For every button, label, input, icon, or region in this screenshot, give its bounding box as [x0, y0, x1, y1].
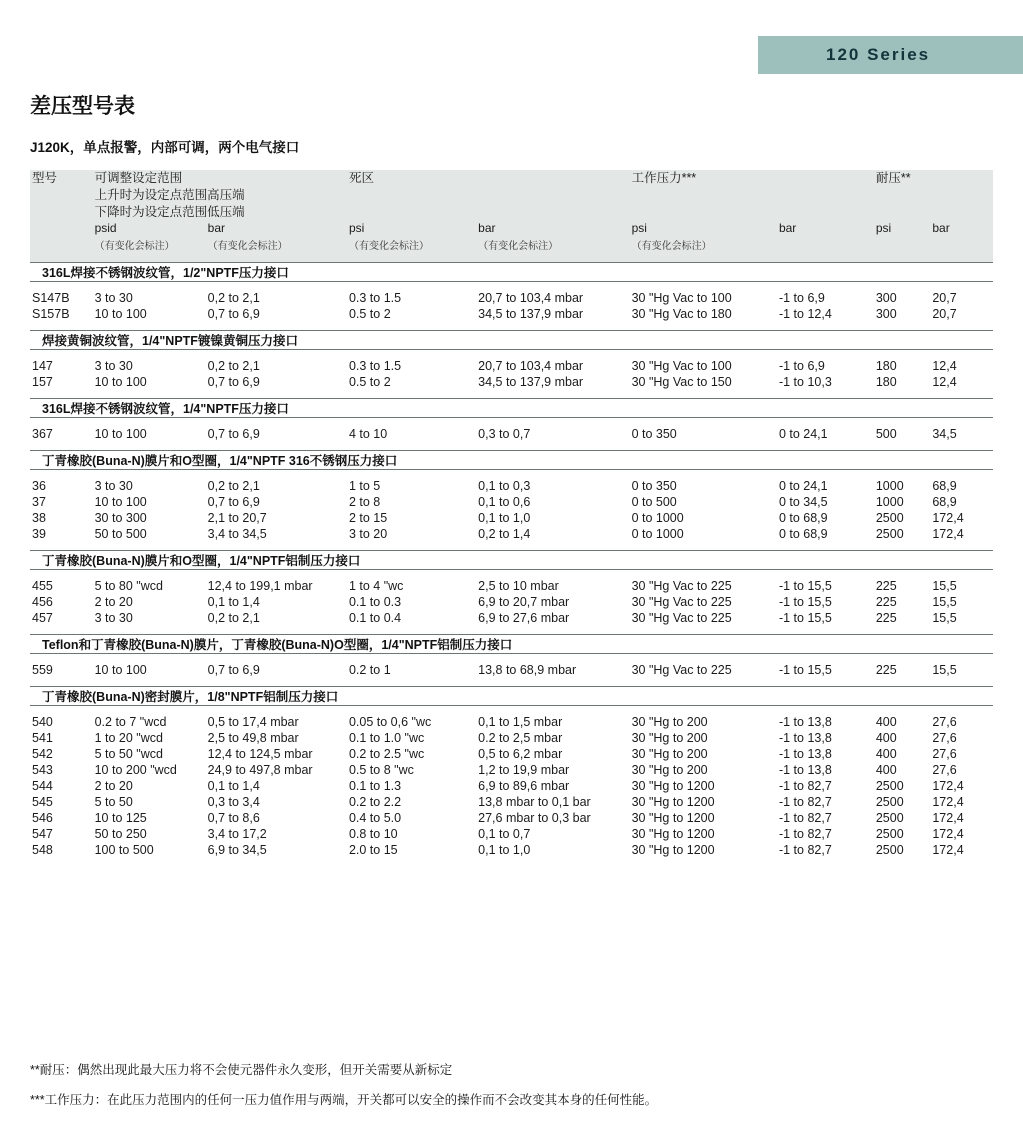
cell-bar3: -1 to 13,8 [778, 763, 832, 777]
cell-psi4: 2500 [875, 511, 904, 525]
cell-bar2: 6,9 to 89,6 mbar [478, 779, 570, 793]
cell-psi4: 400 [875, 763, 897, 777]
cell-psi3: 0 to 350 [631, 427, 677, 441]
header-model: 型号 [32, 171, 58, 185]
table-group-header [30, 687, 993, 706]
cell-bar1: 0,7 to 6,9 [207, 663, 260, 677]
cell-bar2: 20,7 to 103,4 mbar [478, 291, 584, 305]
cell-psi3: 0 to 1000 [631, 527, 684, 541]
cell-bar3: -1 to 82,7 [778, 843, 832, 857]
cell-bar2: 34,5 to 137,9 mbar [478, 375, 584, 389]
cell-model: 36 [32, 479, 46, 493]
cell-model: 457 [32, 611, 53, 625]
table-header-row-main [30, 170, 993, 221]
cell-bar1: 0,2 to 2,1 [207, 359, 260, 373]
cell-psi4: 225 [875, 579, 897, 593]
cell-bar2: 1,2 to 19,9 mbar [478, 763, 570, 777]
cell-psi3: 30 "Hg Vac to 225 [631, 663, 732, 677]
cell-psi2: 0.5 to 8 "wc [348, 763, 414, 777]
cell-bar4: 172,4 [932, 843, 964, 857]
cell-model: 456 [32, 595, 53, 609]
cell-bar3: 0 to 24,1 [778, 427, 828, 441]
cell-bar1: 24,9 to 497,8 mbar [207, 763, 313, 777]
table-group-label: 316L焊接不锈钢波纹管，1/2"NPTF压力接口 [30, 263, 993, 282]
cell-psid: 5 to 50 [94, 795, 133, 809]
spacer-cell [876, 252, 933, 263]
cell-bar1: 12,4 to 199,1 mbar [207, 579, 313, 593]
table-group-header [30, 399, 993, 418]
cell-psi3: 30 "Hg Vac to 100 [631, 291, 732, 305]
cell-bar1: 2,1 to 20,7 [207, 511, 267, 525]
cell-bar1: 0,1 to 1,4 [207, 779, 260, 793]
cell-psi2: 0.3 to 1.5 [348, 359, 402, 373]
cell-model: 37 [32, 495, 46, 509]
unit-psi-deadband: psi （有变化会标注） [348, 221, 429, 252]
cell-psi4: 400 [875, 715, 897, 729]
cell-psi3: 30 "Hg to 200 [631, 763, 708, 777]
cell-psi3: 30 "Hg Vac to 100 [631, 359, 732, 373]
cell-psid: 10 to 100 [94, 663, 147, 677]
cell-psid: 3 to 30 [94, 291, 133, 305]
spacer-cell [779, 252, 876, 263]
header-deadband: 死区 [348, 171, 374, 185]
spacer-cell [349, 252, 478, 263]
cell-model: 541 [32, 731, 53, 745]
table-group-label: 丁青橡胶(Buna-N)膜片和O型圈，1/4"NPTF铝制压力接口 [30, 551, 993, 570]
cell-psid: 10 to 125 [94, 811, 147, 825]
cell-psi2: 1 to 4 "wc [348, 579, 404, 593]
page-subtitle: J120K，单点报警，内部可调，两个电气接口 [30, 140, 300, 155]
table-group-header [30, 551, 993, 570]
cell-model: 157 [32, 375, 53, 389]
cell-psi2: 2 to 15 [348, 511, 388, 525]
cell-psi2: 2.0 to 15 [348, 843, 398, 857]
cell-psi2: 0.2 to 2.5 "wc [348, 747, 425, 761]
header-setpoint-range: 可调整设定范围 上升时为设定点范围高压端 下降时为设定点范围低压端 [94, 171, 245, 219]
table-group-label: 焊接黄铜波纹管，1/4"NPTF镀镍黄铜压力接口 [30, 331, 993, 350]
cell-psi2: 3 to 20 [348, 527, 388, 541]
cell-bar1: 12,4 to 124,5 mbar [207, 747, 313, 761]
cell-psi2: 0.4 to 5.0 [348, 811, 402, 825]
table-row [30, 730, 993, 746]
cell-psid: 3 to 30 [94, 611, 133, 625]
unit-psi-proof: psi [875, 221, 892, 235]
cell-psi3: 30 "Hg to 1200 [631, 827, 715, 841]
cell-psi4: 300 [875, 291, 897, 305]
cell-bar2: 0,5 to 6,2 mbar [478, 747, 563, 761]
table-header-row-units [30, 221, 993, 252]
cell-bar2: 0,1 to 0,7 [478, 827, 531, 841]
cell-model: 559 [32, 663, 53, 677]
cell-bar2: 13,8 to 68,9 mbar [478, 663, 577, 677]
cell-bar2: 20,7 to 103,4 mbar [478, 359, 584, 373]
cell-model: 545 [32, 795, 53, 809]
cell-bar4: 27,6 [932, 731, 957, 745]
cell-bar1: 0,7 to 6,9 [207, 495, 260, 509]
table-row [30, 418, 993, 451]
cell-model: S157B [32, 307, 70, 321]
cell-psid: 30 to 300 [94, 511, 147, 525]
cell-psi2: 0.3 to 1.5 [348, 291, 402, 305]
cell-psi4: 180 [875, 375, 897, 389]
footnote-proof-pressure: **耐压：偶然出现此最大压力将不会使元器件永久变形，但开关需要从新标定 [30, 1063, 453, 1077]
cell-bar2: 6,9 to 20,7 mbar [478, 595, 570, 609]
cell-psi2: 0.1 to 1.3 [348, 779, 402, 793]
cell-bar4: 12,4 [932, 359, 957, 373]
table-group-header [30, 263, 993, 282]
cell-bar3: -1 to 15,5 [778, 611, 832, 625]
cell-bar1: 6,9 to 34,5 [207, 843, 267, 857]
spacer-cell [30, 252, 95, 263]
cell-psi4: 2500 [875, 795, 904, 809]
table-row [30, 810, 993, 826]
table-row [30, 654, 993, 687]
cell-psi2: 0.5 to 2 [348, 375, 391, 389]
cell-psi3: 30 "Hg to 1200 [631, 779, 715, 793]
cell-bar4: 20,7 [932, 291, 957, 305]
cell-bar4: 68,9 [932, 479, 957, 493]
cell-psi4: 225 [875, 663, 897, 677]
cell-psi2: 1 to 5 [348, 479, 381, 493]
spacer-cell [632, 252, 779, 263]
page-title: 差压型号表 [30, 95, 135, 118]
cell-bar3: 0 to 68,9 [778, 511, 828, 525]
cell-psi2: 0.1 to 1.0 "wc [348, 731, 425, 745]
spacer-cell [208, 252, 349, 263]
cell-model: 543 [32, 763, 53, 777]
cell-psi2: 0.8 to 10 [348, 827, 398, 841]
cell-bar2: 0,1 to 0,6 [478, 495, 531, 509]
cell-psid: 0.2 to 7 "wcd [94, 715, 167, 729]
cell-bar3: -1 to 15,5 [778, 579, 832, 593]
cell-psi3: 30 "Hg Vac to 225 [631, 579, 732, 593]
table-group-label: Teflon和丁青橡胶(Buna-N)膜片，丁青橡胶(Buna-N)O型圈，1/4"NPTF铝制压力接口 [30, 635, 993, 654]
cell-bar3: -1 to 13,8 [778, 747, 832, 761]
unit-blank [30, 221, 95, 252]
cell-bar4: 172,4 [932, 827, 964, 841]
footnote-working-pressure: ***工作压力：在此压力范围内的任何一压力值作用与两端，开关都可以安全的操作而不会改变其本身的任何性能。 [30, 1093, 658, 1107]
table-group-header [30, 331, 993, 350]
cell-bar2: 13,8 mbar to 0,1 bar [478, 795, 591, 809]
cell-psid: 50 to 250 [94, 827, 147, 841]
table-group-label: 丁青橡胶(Buna-N)膜片和O型圈，1/4"NPTF 316不锈钢压力接口 [30, 451, 993, 470]
cell-psi4: 225 [875, 595, 897, 609]
table-group-header [30, 451, 993, 470]
cell-bar3: -1 to 82,7 [778, 811, 832, 825]
cell-psid: 2 to 20 [94, 595, 133, 609]
cell-model: 455 [32, 579, 53, 593]
cell-bar3: 0 to 68,9 [778, 527, 828, 541]
cell-bar3: -1 to 82,7 [778, 779, 832, 793]
table-row [30, 350, 993, 375]
cell-model: 542 [32, 747, 53, 761]
table-group-header [30, 635, 993, 654]
cell-psi2: 0.1 to 0.3 [348, 595, 402, 609]
cell-psi3: 30 "Hg to 200 [631, 731, 708, 745]
cell-bar4: 12,4 [932, 375, 957, 389]
cell-psid: 5 to 50 "wcd [94, 747, 163, 761]
cell-bar4: 15,5 [932, 579, 957, 593]
cell-model: 39 [32, 527, 46, 541]
cell-bar2: 0.2 to 2,5 mbar [478, 731, 563, 745]
cell-bar3: -1 to 6,9 [778, 291, 825, 305]
cell-bar4: 20,7 [932, 307, 957, 321]
table-row [30, 282, 993, 307]
table-row [30, 374, 993, 399]
cell-bar3: -1 to 13,8 [778, 715, 832, 729]
cell-bar2: 27,6 mbar to 0,3 bar [478, 811, 591, 825]
cell-bar4: 27,6 [932, 747, 957, 761]
cell-bar3: -1 to 12,4 [778, 307, 832, 321]
table-row [30, 494, 993, 510]
cell-bar3: -1 to 15,5 [778, 595, 832, 609]
cell-bar1: 0,2 to 2,1 [207, 479, 260, 493]
cell-psid: 10 to 100 [94, 307, 147, 321]
header-proof-pressure: 耐压** [875, 171, 911, 185]
table-group-label: 316L焊接不锈钢波纹管，1/4"NPTF压力接口 [30, 399, 993, 418]
cell-bar3: -1 to 82,7 [778, 795, 832, 809]
cell-model: 548 [32, 843, 53, 857]
cell-bar4: 34,5 [932, 427, 957, 441]
table-row [30, 470, 993, 495]
table-row [30, 570, 993, 595]
cell-bar1: 3,4 to 34,5 [207, 527, 267, 541]
cell-bar4: 172,4 [932, 811, 964, 825]
cell-psi4: 2500 [875, 779, 904, 793]
cell-bar2: 0,1 to 1,0 [478, 843, 531, 857]
cell-model: 546 [32, 811, 53, 825]
cell-bar4: 27,6 [932, 715, 957, 729]
cell-bar1: 0,7 to 8,6 [207, 811, 260, 825]
cell-bar1: 0,7 to 6,9 [207, 307, 260, 321]
cell-psi3: 30 "Hg Vac to 180 [631, 307, 732, 321]
cell-psi3: 30 "Hg to 1200 [631, 795, 715, 809]
cell-bar4: 15,5 [932, 663, 957, 677]
cell-bar2: 0,1 to 0,3 [478, 479, 531, 493]
cell-psid: 3 to 30 [94, 359, 133, 373]
spec-table [30, 170, 993, 866]
cell-psid: 10 to 100 [94, 495, 147, 509]
cell-psi3: 30 "Hg to 200 [631, 715, 708, 729]
cell-model: 147 [32, 359, 53, 373]
unit-bar-working: bar [778, 221, 797, 235]
cell-psi4: 2500 [875, 827, 904, 841]
cell-psi4: 300 [875, 307, 897, 321]
cell-bar3: 0 to 24,1 [778, 479, 828, 493]
cell-psi4: 400 [875, 731, 897, 745]
cell-bar4: 172,4 [932, 527, 964, 541]
header-working-pressure: 工作压力*** [631, 171, 697, 185]
cell-psi4: 500 [875, 427, 897, 441]
series-banner: 120 Series [758, 36, 1023, 74]
table-row [30, 306, 993, 331]
cell-bar1: 2,5 to 49,8 mbar [207, 731, 299, 745]
cell-psi2: 4 to 10 [348, 427, 388, 441]
cell-model: 540 [32, 715, 53, 729]
cell-psid: 5 to 80 "wcd [94, 579, 163, 593]
table-row [30, 762, 993, 778]
cell-psi4: 1000 [875, 495, 904, 509]
cell-psi3: 0 to 500 [631, 495, 677, 509]
unit-psi-working: psi （有变化会标注） [631, 221, 712, 252]
cell-psid: 1 to 20 "wcd [94, 731, 163, 745]
cell-psid: 2 to 20 [94, 779, 133, 793]
cell-bar3: -1 to 15,5 [778, 663, 832, 677]
cell-psid: 50 to 500 [94, 527, 147, 541]
cell-bar3: -1 to 10,3 [778, 375, 832, 389]
cell-bar1: 3,4 to 17,2 [207, 827, 267, 841]
cell-psi2: 0.2 to 1 [348, 663, 391, 677]
cell-bar4: 15,5 [932, 595, 957, 609]
table-row [30, 526, 993, 551]
cell-bar4: 172,4 [932, 795, 964, 809]
cell-psi3: 0 to 1000 [631, 511, 684, 525]
cell-bar1: 0,2 to 2,1 [207, 611, 260, 625]
cell-bar4: 68,9 [932, 495, 957, 509]
table-group-label: 丁青橡胶(Buna-N)密封膜片，1/8"NPTF铝制压力接口 [30, 687, 993, 706]
cell-psid: 10 to 100 [94, 427, 147, 441]
cell-bar3: -1 to 13,8 [778, 731, 832, 745]
cell-psid: 10 to 100 [94, 375, 147, 389]
unit-bar-deadband: bar （有变化会标注） [478, 221, 559, 252]
spacer-cell [478, 252, 631, 263]
table-row [30, 594, 993, 610]
cell-bar2: 0,1 to 1,0 [478, 511, 531, 525]
cell-psi3: 30 "Hg Vac to 150 [631, 375, 732, 389]
cell-psi2: 0.5 to 2 [348, 307, 391, 321]
table-row [30, 842, 993, 866]
unit-bar-proof: bar [932, 221, 950, 235]
cell-bar1: 0,7 to 6,9 [207, 427, 260, 441]
cell-bar2: 34,5 to 137,9 mbar [478, 307, 584, 321]
cell-psi2: 0.1 to 0.4 [348, 611, 402, 625]
cell-bar1: 0,5 to 17,4 mbar [207, 715, 299, 729]
cell-bar2: 0,3 to 0,7 [478, 427, 531, 441]
cell-bar4: 172,4 [932, 511, 964, 525]
table-row [30, 826, 993, 842]
cell-bar4: 27,6 [932, 763, 957, 777]
cell-bar3: -1 to 82,7 [778, 827, 832, 841]
spacer-cell [95, 252, 208, 263]
cell-psi3: 30 "Hg Vac to 225 [631, 595, 732, 609]
cell-bar2: 0,2 to 1,4 [478, 527, 531, 541]
cell-psi3: 30 "Hg to 1200 [631, 811, 715, 825]
cell-bar2: 6,9 to 27,6 mbar [478, 611, 570, 625]
unit-bar-range: bar （有变化会标注） [207, 221, 288, 252]
cell-model: 367 [32, 427, 53, 441]
cell-psi2: 0.2 to 2.2 [348, 795, 402, 809]
table-header-spacer [30, 252, 993, 263]
cell-bar2: 0,1 to 1,5 mbar [478, 715, 563, 729]
cell-psi4: 2500 [875, 527, 904, 541]
table-row [30, 706, 993, 731]
cell-psi3: 30 "Hg to 200 [631, 747, 708, 761]
cell-psi4: 2500 [875, 811, 904, 825]
cell-bar1: 0,1 to 1,4 [207, 595, 260, 609]
cell-psi4: 180 [875, 359, 897, 373]
cell-model: 547 [32, 827, 53, 841]
table-row [30, 610, 993, 635]
cell-psi4: 1000 [875, 479, 904, 493]
cell-bar1: 0,7 to 6,9 [207, 375, 260, 389]
table-row [30, 778, 993, 794]
unit-psid: psid （有变化会标注） [94, 221, 175, 252]
cell-psid: 3 to 30 [94, 479, 133, 493]
cell-bar3: 0 to 34,5 [778, 495, 828, 509]
cell-bar4: 15,5 [932, 611, 957, 625]
cell-bar3: -1 to 6,9 [778, 359, 825, 373]
table-row [30, 510, 993, 526]
cell-psi2: 0.05 to 0,6 "wc [348, 715, 432, 729]
cell-bar1: 0,2 to 2,1 [207, 291, 260, 305]
cell-model: 544 [32, 779, 53, 793]
spec-table-container [30, 170, 993, 866]
cell-bar1: 0,3 to 3,4 [207, 795, 260, 809]
cell-psi4: 400 [875, 747, 897, 761]
cell-psi3: 30 "Hg Vac to 225 [631, 611, 732, 625]
cell-psid: 10 to 200 "wcd [94, 763, 177, 777]
cell-psid: 100 to 500 [94, 843, 154, 857]
spacer-cell [932, 252, 993, 263]
cell-psi2: 2 to 8 [348, 495, 381, 509]
cell-psi3: 30 "Hg to 1200 [631, 843, 715, 857]
table-row [30, 746, 993, 762]
cell-psi4: 225 [875, 611, 897, 625]
cell-bar2: 2,5 to 10 mbar [478, 579, 559, 593]
cell-bar4: 172,4 [932, 779, 964, 793]
cell-model: S147B [32, 291, 70, 305]
table-row [30, 794, 993, 810]
cell-psi3: 0 to 350 [631, 479, 677, 493]
cell-psi4: 2500 [875, 843, 904, 857]
cell-model: 38 [32, 511, 46, 525]
